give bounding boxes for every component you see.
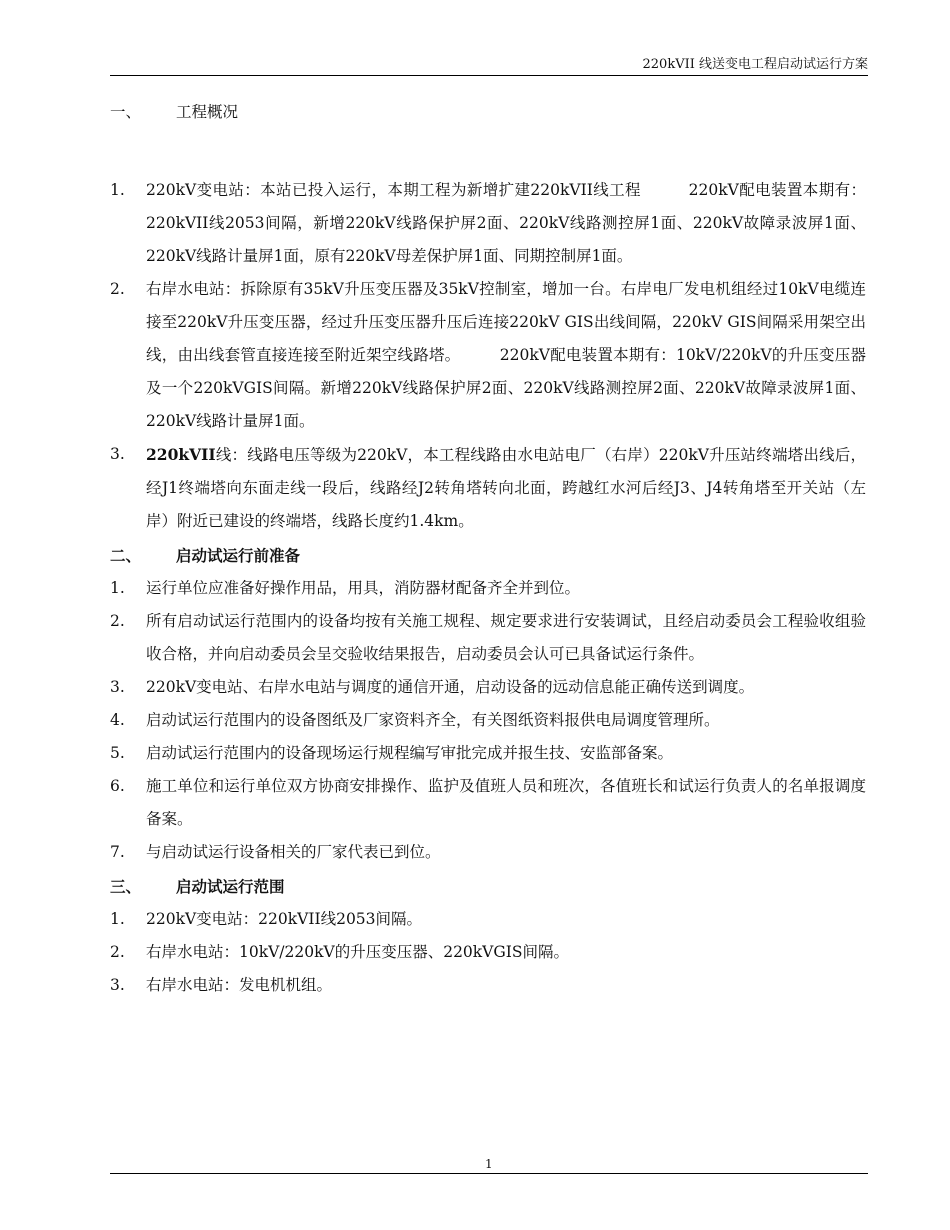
list-item-number: 3. [110,976,125,994]
running-header-title: 220kVII 线送变电工程启动试运行方案 [642,57,868,72]
list-item-number: 4. [110,711,125,729]
list-item [110,174,866,273]
list-item [110,770,866,836]
list-item-number: 1. [110,910,125,928]
list-item-number: 1. [110,181,125,199]
page-number: 1 [485,1157,493,1171]
list-item-content [146,438,866,538]
list-item-number: 1. [110,579,125,597]
list-item-text: 右岸水电站：拆除原有35kV升压变压器及35kV控制室，增加一台。右岸电厂发电机组经过10kV电缆连接至220kV升压变压器，经过升压变压器升压后连接220kV GIS出线间隔，220kV GIS间隔采用架空出线，由出线套管直接连接至附近架空线路塔。 220kV配电装置本期有：10kV/220kV的升压变压器及一个220kVGIS间隔。新增220kV线路保护屏2面、220kV线路测控屏2面、220kV故障录波屏1面、220kV线路计量屏1面。 [146,280,866,430]
section-heading [110,869,866,903]
list-item-text: 220kV变电站：220kVII线2053间隔。 [146,910,423,928]
section-title: 启动试运行范围 [176,878,285,896]
list-item-text: 施工单位和运行单位双方协商安排操作、监护及值班人员和班次，各值班长和试运行负责人的名单报调度备案。 [146,777,866,828]
list-item [110,438,866,538]
list-item-number: 2. [110,943,125,961]
section-title: 启动试运行前准备 [176,547,301,565]
list-item-text: 220kV变电站：本站已投入运行，本期工程为新增扩建220kVII线工程 220kV配电装置本期有：220kVII线2053间隔，新增220kV线路保护屏2面、220kV线路测控屏1面、220kV故障录波屏1面、220kV线路计量屏1面，原有220kV母差保护屏1面、同期控制屏1面。 [146,181,866,265]
list-item-number: 7. [110,843,125,861]
list-item [110,704,866,737]
list-item [110,671,866,704]
list-item-text: 右岸水电站：10kV/220kV的升压变压器、220kVGIS间隔。 [146,943,569,961]
footer-rule [110,1173,868,1174]
section-heading [110,538,866,572]
list-item-number: 2. [110,280,125,298]
document-body [110,94,866,1002]
list-item-number: 6. [110,777,125,795]
list-item [110,737,866,770]
list-item-number: 3. [110,678,125,696]
line-name-bold: 220kVII [146,445,216,464]
list-item [110,836,866,869]
list-item-number: 2. [110,612,125,630]
list-item-text: 启动试运行范围内的设备图纸及厂家资料齐全，有关图纸资料报供电局调度管理所。 [146,711,720,729]
list-item-text: 运行单位应准备好操作用品，用具，消防器材配备齐全并到位。 [146,579,581,597]
list-item-number: 3. [110,445,125,463]
list-item [110,572,866,605]
list-item-text: 220kV变电站、右岸水电站与调度的通信开通，启动设备的远动信息能正确传送到调度。 [146,678,755,696]
section-gap [110,128,866,174]
list-item-text: 右岸水电站：发电机机组。 [146,976,333,994]
list-item [110,903,866,936]
section-number: 一、 [110,103,142,121]
list-item [110,605,866,671]
section-heading [110,94,866,128]
list-item-number: 5. [110,744,125,762]
list-item [110,969,866,1002]
list-item-text: 启动试运行范围内的设备现场运行规程编写审批完成并报生技、安监部备案。 [146,744,674,762]
section-number: 二、 [110,547,142,565]
list-item [110,273,866,438]
list-item-text: 所有启动试运行范围内的设备均按有关施工规程、规定要求进行安装调试，且经启动委员会工程验收组验收合格，并向启动委员会呈交验收结果报告，启动委员会认可已具备试运行条件。 [146,612,866,663]
list-item-text: 线：线路电压等级为220kV，本工程线路由水电站电厂（右岸）220kV升压站终端塔出线后，经J1终端塔向东面走线一段后，线路经J2转角塔转向北面，跨越红水河后经J3、J4转角塔至开关站（左岸）附近已建设的终端塔，线路长度约1.4km。 [146,446,866,530]
list-item-text: 与启动试运行设备相关的厂家代表已到位。 [146,843,441,861]
section-number: 三、 [110,878,142,896]
list-item [110,936,866,969]
header-rule [110,75,868,76]
section-title: 工程概况 [176,103,239,121]
